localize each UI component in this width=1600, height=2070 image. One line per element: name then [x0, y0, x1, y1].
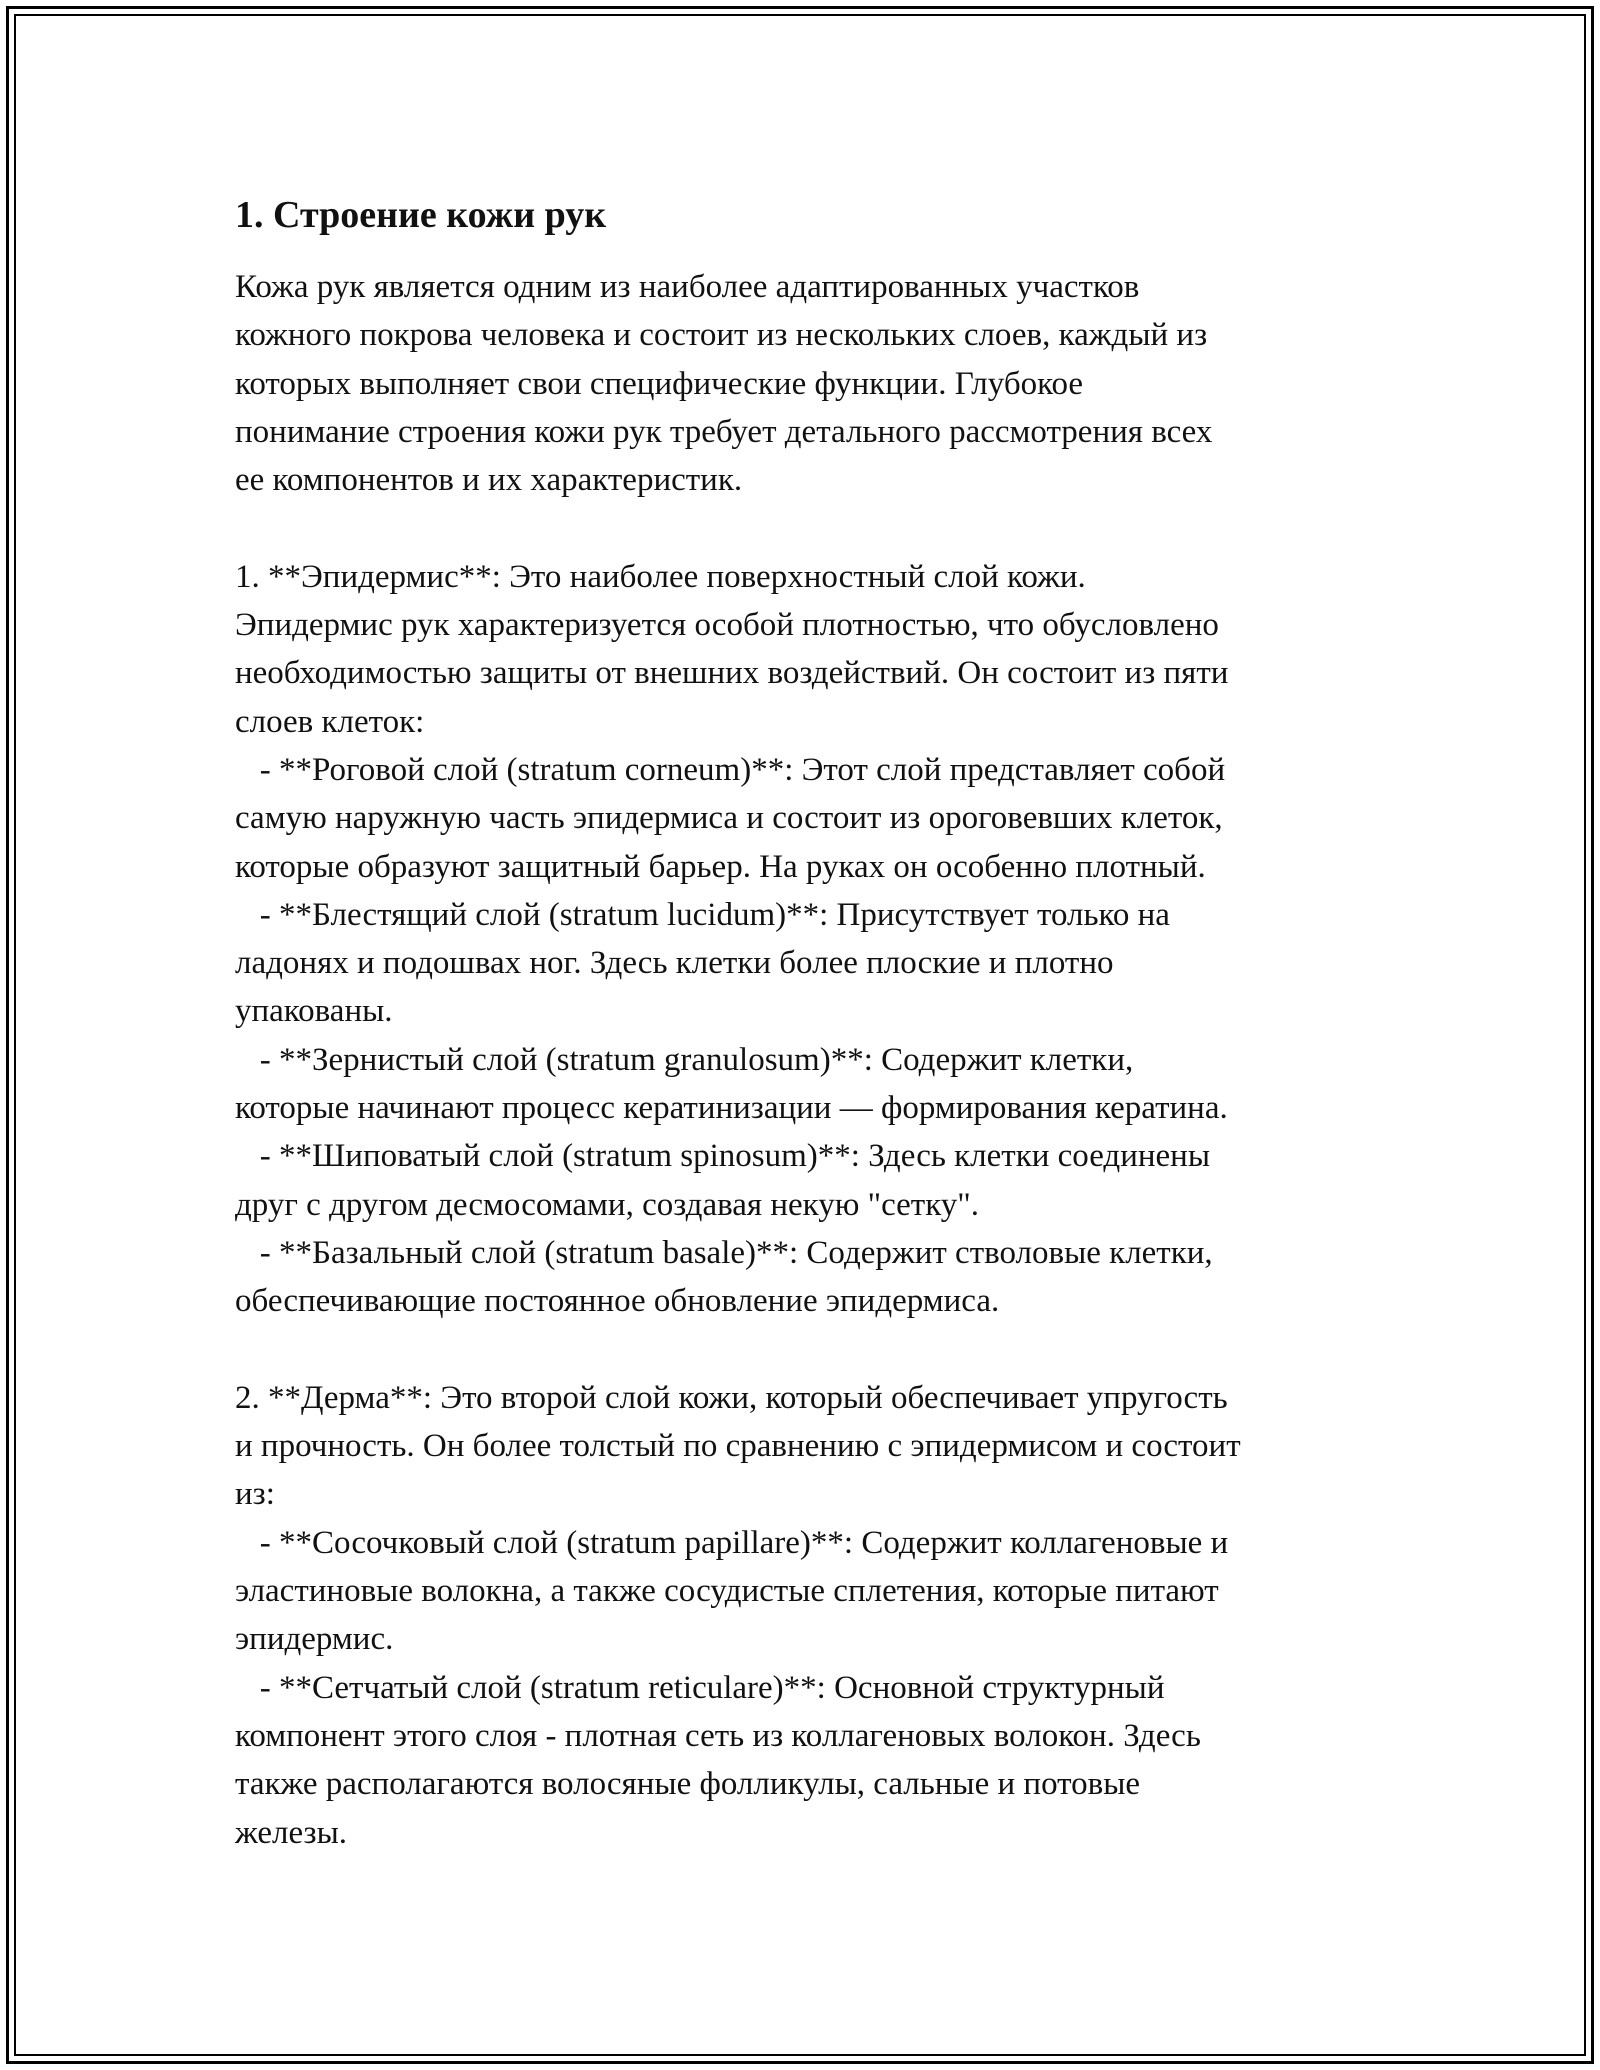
- intro-paragraph: Кожа рук является одним из наиболее адаптированных участков кожного покрова человека и состоит из нескольких слоев, каждый из которых выполняет свои специфические функции. Глубокое понимание строения кожи рук требует детального рассмотрения всех ее компонентов и их характеристик.: [235, 269, 1213, 499]
- section-title: 1. Строение кожи рук: [235, 194, 607, 236]
- document-body: [235, 180, 1375, 1857]
- epidermis-section: 1. **Эпидермис**: Это наиболее поверхностный слой кожи. Эпидермис рук характеризуется особой плотностью, что обусловлено необходимостью защиты от внешних воздействий. Он состоит из пяти слоев клеток: - **Роговой слой (stratum corneum)**: Этот слой представляет собой самую наружную часть эпидермиса и состоит из ороговевших клеток, которые образуют защитный барьер. На руках он особенно плотный. - **Блестящий слой (stratum lucidum)**: Присутствует только на ладонях и подошвах ног. Здесь клетки более плоские и плотно упакованы. - **Зернистый слой (stratum granulosum)**: Содержит клетки, которые начинают процесс кератинизации — формирования кератина. - **Шиповатый слой (stratum spinosum)**: Здесь клетки соединены друг с другом десмосомами, создавая некую "сетку". - **Базальный слой (stratum basale)**: Содержит стволовые клетки, обеспечивающие постоянное обновление эпидермиса.: [235, 558, 1229, 1320]
- paragraph-spacer: [235, 1326, 1375, 1374]
- paragraph-spacer: [235, 504, 1375, 552]
- dermis-section: 2. **Дерма**: Это второй слой кожи, который обеспечивает упругость и прочность. Он более толстый по сравнению с эпидермисом и состоит из: - **Сосочковый слой (stratum papillare)**: Содержит коллагеновые и эластиновые волокна, а также сосудистые сплетения, которые питают эпидермис. - **Сетчатый слой (stratum reticulare)**: Основной структурный компонент этого слоя - плотная сеть из коллагеновых волокон. Здесь также располагаются волосяные фолликулы, сальные и потовые железы.: [235, 1379, 1241, 1851]
